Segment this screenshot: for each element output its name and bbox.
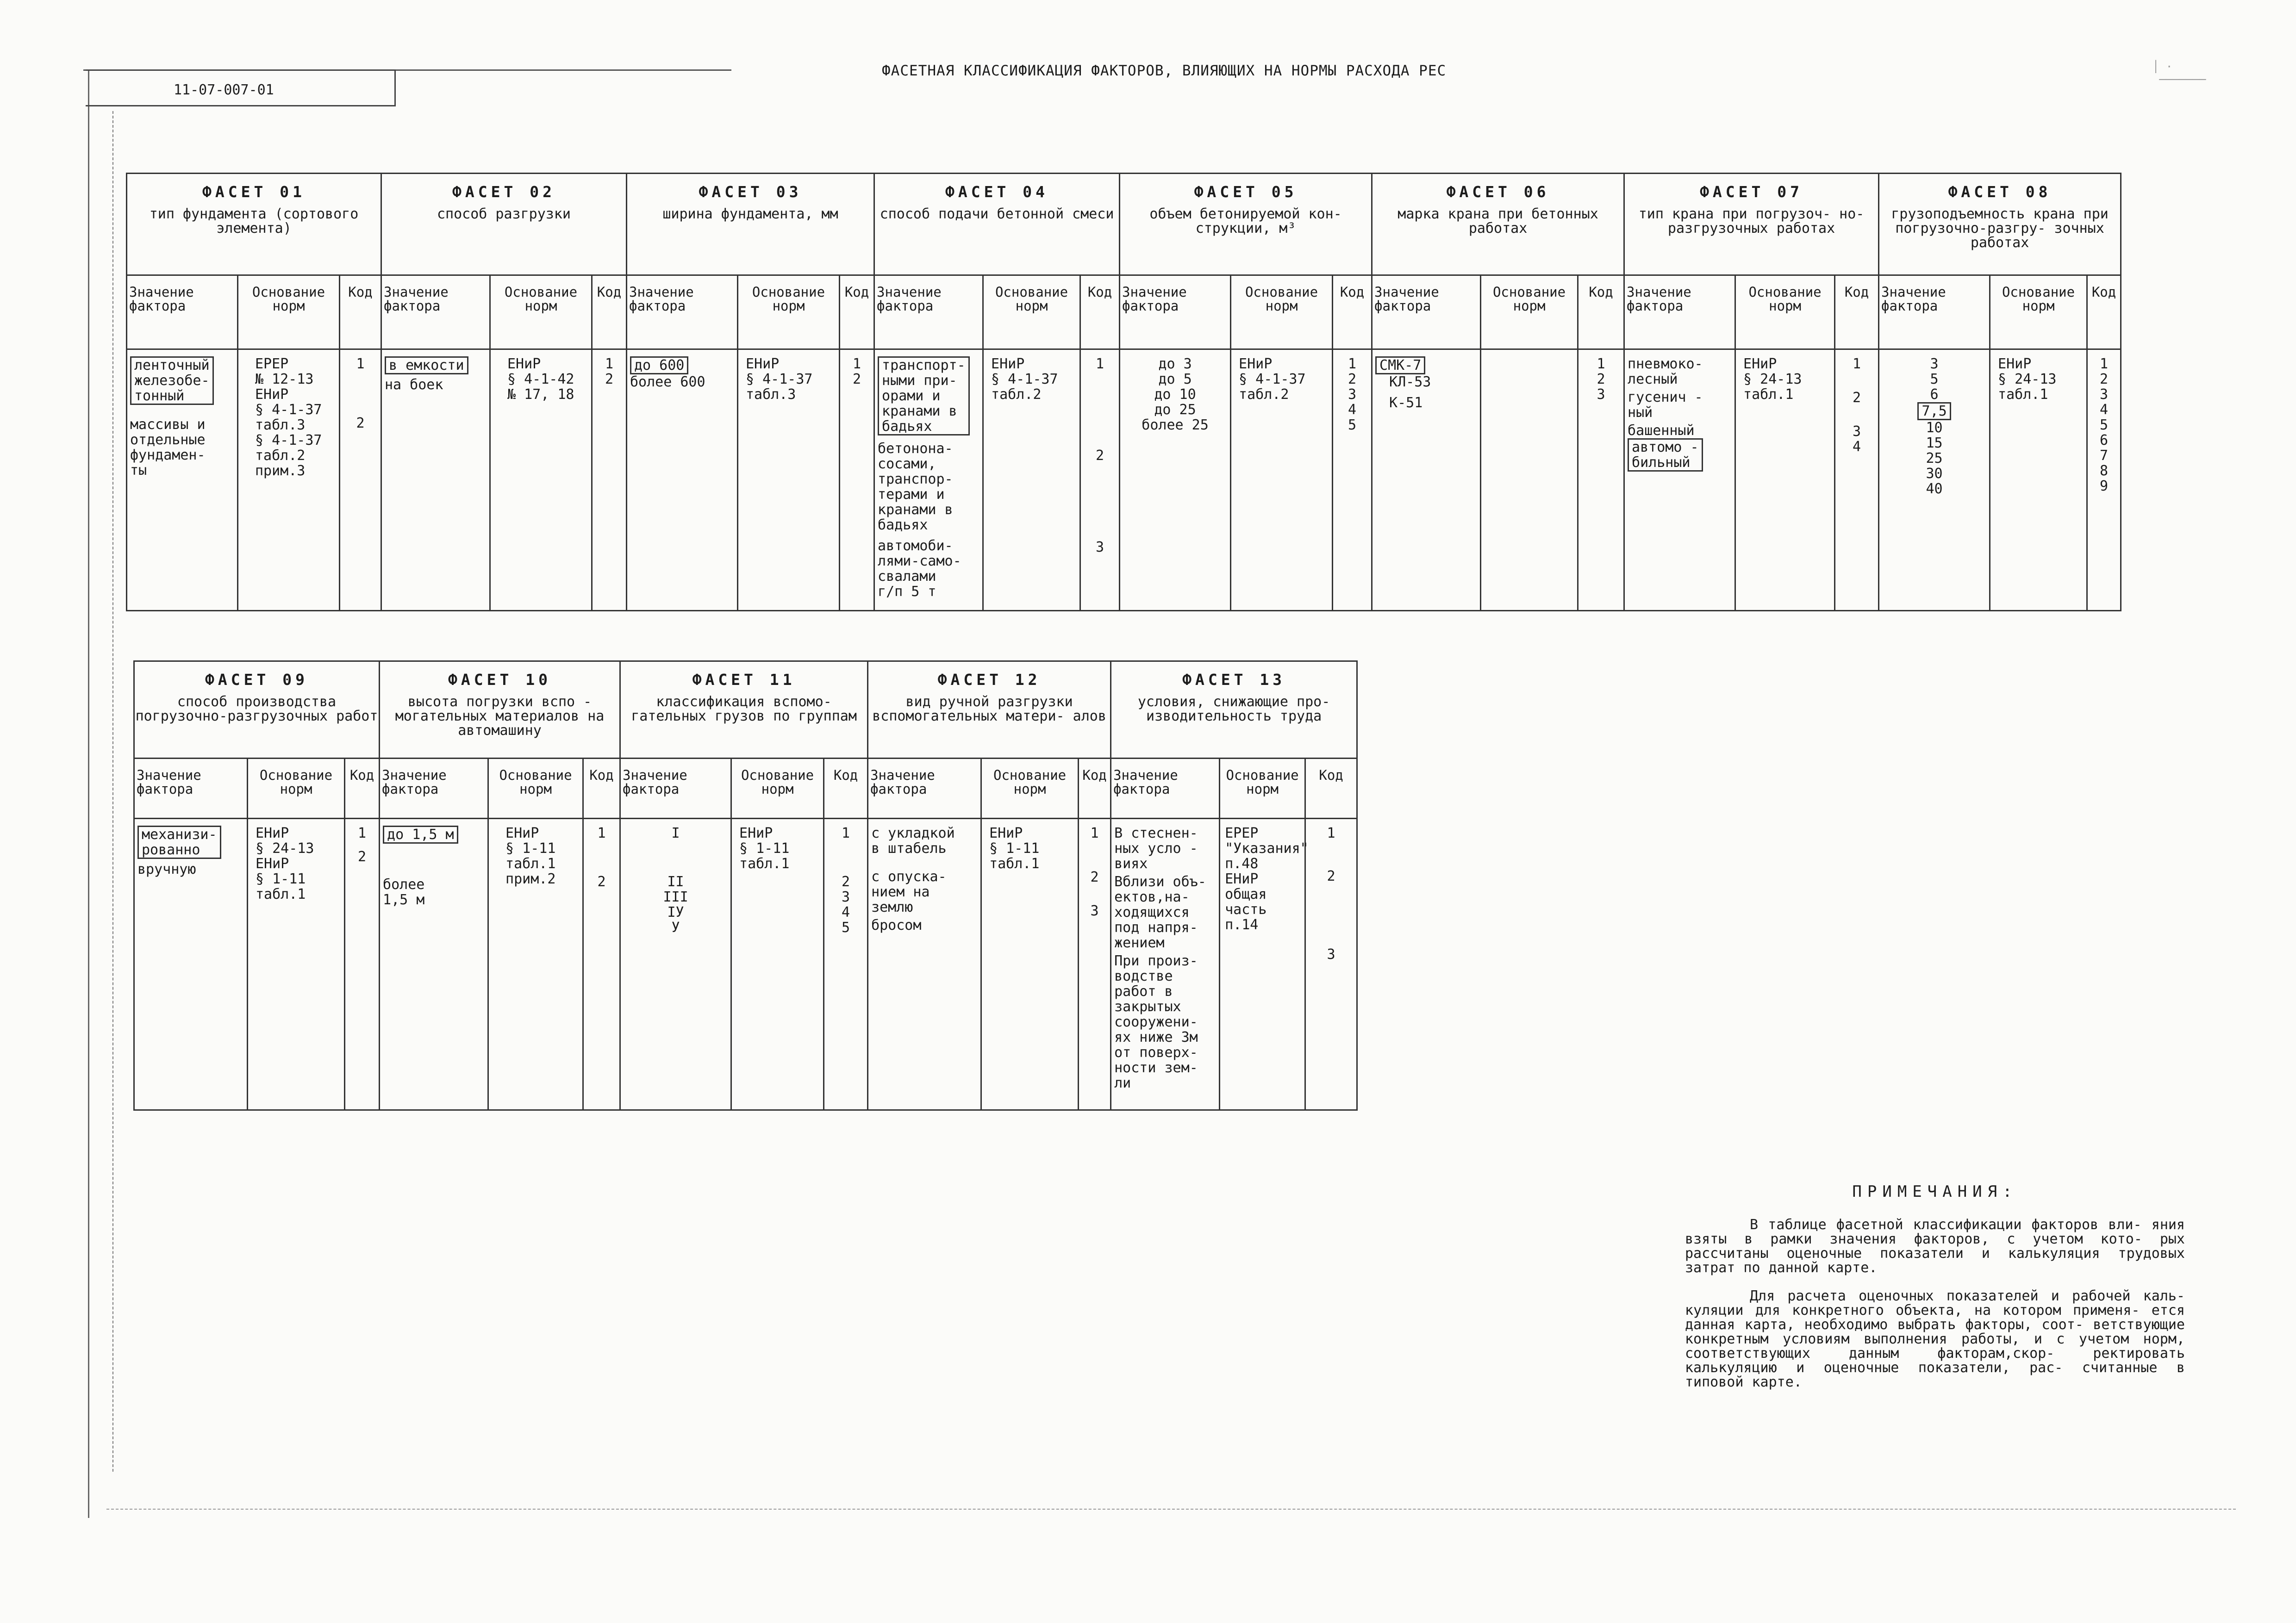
col-header-value: Значение фактора — [380, 759, 488, 819]
col-header-value: Значение фактора — [127, 275, 238, 349]
col-header-code: Код — [345, 759, 380, 819]
facet-12-codes — [1079, 819, 1111, 1110]
facet-08-value-2: 5 — [1930, 371, 1939, 387]
facet-07-value-2: гусенич - ный — [1628, 389, 1703, 421]
facet-11-basis: ЕНиР § 1-11 табл.1 — [731, 819, 824, 1110]
facet-07-value-1: пневмоко- лесный — [1628, 356, 1703, 387]
col-header-value: Значение фактора — [134, 759, 248, 819]
col-header-basis: Основание норм — [238, 275, 340, 349]
facet-12-value-1: с укладкой в штабель — [871, 825, 955, 857]
col-header-code: Код — [2087, 275, 2121, 349]
facet-08-code-4: 4 — [2100, 402, 2109, 418]
facet-02-value-2: на боек — [385, 377, 443, 393]
facet-05-value-2: до 5 — [1158, 371, 1192, 387]
facet-10-values — [380, 819, 488, 1110]
facet-02-header: ФАСЕТ 02 способ разгрузки — [381, 174, 627, 275]
facet-02-code-1: 1 — [605, 356, 614, 372]
facet-08-value-1: 3 — [1930, 356, 1939, 372]
facet-10-value-1: до 1,5 м — [383, 826, 485, 844]
binding-margin-line — [88, 69, 89, 1518]
facet-01-code-2: 2 — [356, 415, 365, 431]
facet-08-code-7: 7 — [2100, 448, 2109, 464]
notes-paragraph-2: Для расчета оценочных показателей и рабочей каль- куляции для конкретного объекта, на котором применя- ется данная карта, необходимо выбрать факторы, соот- ветствующие конкретным условиям выполнения работы, и с учетом норм, соответствующих данным факторам,скор- ректировать калькуляцию и оценочные показатели, рас- считанные в типовой карте. — [1685, 1288, 2185, 1390]
facet-05-code-2: 2 — [1348, 371, 1357, 387]
facet-13-code-3: 3 — [1327, 946, 1335, 963]
facet-02-basis: ЕНиР § 4-1-42 № 17, 18 — [490, 349, 592, 611]
facet-05-basis: ЕНиР § 4-1-37 табл.2 — [1231, 349, 1333, 611]
facet-12-code-1: 1 — [1090, 825, 1099, 841]
col-header-value: Значение фактора — [627, 275, 738, 349]
facet-11-codes — [824, 819, 868, 1110]
facet-11-code-2: 2 — [842, 874, 850, 890]
facet-08-basis: ЕНиР § 24-13 табл.1 — [1990, 349, 2087, 611]
col-header-value: Значение фактора — [381, 275, 490, 349]
col-header-basis: Основание норм — [1231, 275, 1333, 349]
facet-03-code-1: 1 — [852, 356, 861, 372]
subheader-row-2 — [134, 759, 1357, 819]
facet-05-codes — [1333, 349, 1372, 611]
facet-03-header: ФАСЕТ 03 ширина фундамента, мм — [627, 174, 874, 275]
facet-05-value-5: более 25 — [1142, 417, 1209, 433]
facet-11-header: ФАСЕТ 11 классификация вспомо- гательных грузов по группам — [620, 661, 868, 759]
facet-11-value-2: II — [667, 874, 684, 890]
facet-13-values — [1111, 819, 1220, 1110]
facet-13-codes — [1305, 819, 1357, 1110]
col-header-basis: Основание норм — [983, 275, 1080, 349]
facet-08-code-2: 2 — [2100, 371, 2109, 387]
col-header-basis: Основание норм — [1990, 275, 2087, 349]
facet-12-values — [868, 819, 981, 1110]
col-header-value: Значение фактора — [1879, 275, 1990, 349]
col-header-basis: Основание норм — [1220, 759, 1305, 819]
facet-06-value-1: СМК-7 — [1375, 356, 1477, 374]
col-header-value: Значение фактора — [1111, 759, 1220, 819]
col-header-basis: Основание норм — [1735, 275, 1835, 349]
facet-11-code-5: 5 — [842, 920, 850, 936]
facet-05-code-4: 4 — [1348, 402, 1357, 418]
facet-10-code-1: 1 — [597, 825, 606, 841]
facet-11-code-4: 4 — [842, 904, 850, 920]
facet-05-value-4: до 25 — [1154, 402, 1196, 418]
facet-13-code-2: 2 — [1327, 868, 1335, 884]
col-header-basis: Основание норм — [1481, 275, 1578, 349]
facet-13-code-1: 1 — [1327, 825, 1335, 841]
facet-08-value-9: 40 — [1926, 481, 1943, 497]
facet-04-value-2: бетонона- сосами, транспор- терами и кранами в бадьях — [878, 441, 953, 533]
facet-12-code-2: 2 — [1090, 869, 1099, 885]
facet-10-code-2: 2 — [597, 874, 606, 890]
facet-02-values — [381, 349, 490, 611]
facet-12-value-3: бросом — [871, 917, 922, 933]
col-header-basis: Основание норм — [981, 759, 1079, 819]
facet-01-value-2: массивы и отдельные фундамен- ты — [130, 417, 206, 479]
facet-05-values — [1120, 349, 1231, 611]
binding-margin-dashed-line — [112, 111, 113, 1472]
facet-05-value-1: до 3 — [1158, 356, 1192, 372]
facet-03-code-2: 2 — [852, 371, 861, 387]
col-header-code: Код — [592, 275, 627, 349]
frame-bottom-dashed-line — [106, 1509, 2236, 1510]
facet-09-value-1: механизи- рованно — [137, 826, 244, 859]
facet-08-code-8: 8 — [2100, 463, 2109, 479]
col-header-value: Значение фактора — [868, 759, 981, 819]
facet-04-values — [874, 349, 983, 611]
facet-06-code-1: 1 — [1597, 356, 1605, 372]
facet-13-header: ФАСЕТ 13 условия, снижающие про- изводительность труда — [1111, 661, 1357, 759]
facet-04-code-1: 1 — [1096, 356, 1104, 372]
facet-11-code-1: 1 — [842, 825, 850, 841]
col-header-code: Код — [1333, 275, 1372, 349]
facet-05-code-1: 1 — [1348, 356, 1357, 372]
facet-07-value-3: башенный — [1628, 423, 1695, 439]
col-header-code: Код — [1079, 759, 1111, 819]
col-header-code: Код — [1080, 275, 1120, 349]
facet-04-basis: ЕНиР § 4-1-37 табл.2 — [983, 349, 1080, 611]
facet-03-codes — [840, 349, 874, 611]
col-header-code: Код — [340, 275, 381, 349]
col-header-code: Код — [1305, 759, 1357, 819]
facet-05-code-3: 3 — [1348, 386, 1357, 403]
facet-08-codes — [2087, 349, 2121, 611]
facet-04-value-3: автомоби- лями-само- свалами г/п 5 т — [878, 538, 961, 600]
facet-09-codes — [345, 819, 380, 1110]
facet-07-code-3: 3 — [1853, 423, 1861, 440]
facet-07-basis: ЕНиР § 24-13 табл.1 — [1735, 349, 1835, 611]
facet-05-code-5: 5 — [1348, 417, 1357, 433]
notes-section — [1685, 1182, 2185, 1403]
facet-09-code-1: 1 — [357, 825, 367, 841]
col-header-code: Код — [583, 759, 620, 819]
col-header-value: Значение фактора — [1120, 275, 1231, 349]
facet-08-value-7: 25 — [1926, 450, 1943, 466]
facet-11-values — [620, 819, 731, 1110]
facet-02-value-1: в емкости — [385, 356, 487, 374]
facet-12-value-2: с опуска- нием на землю — [871, 869, 947, 915]
facet-07-code-4: 4 — [1853, 439, 1861, 455]
facet-08-value-3: 6 — [1930, 386, 1939, 403]
col-header-value: Значение фактора — [620, 759, 731, 819]
facet-03-value-2: более 600 — [630, 374, 705, 390]
facet-13-value-2: Вблизи объ- ектов,на- ходящихся под напря- жением — [1114, 874, 1206, 951]
facet-10-header: ФАСЕТ 10 высота погрузки вспо - могательных материалов на автомашину — [380, 661, 620, 759]
facet-07-header: ФАСЕТ 07 тип крана при погрузоч- но-разгрузочных работах — [1624, 174, 1879, 275]
facet-10-basis: ЕНиР § 1-11 табл.1 прим.2 — [488, 819, 583, 1110]
facet-01-values — [127, 349, 238, 611]
col-header-code: Код — [1835, 275, 1879, 349]
facet-02-codes — [592, 349, 627, 611]
facet-09-header: ФАСЕТ 09 способ производства погрузочно-разгрузочных работ — [134, 661, 380, 759]
facet-01-value-1: ленточный железобе- тонный — [130, 356, 234, 405]
facet-03-values — [627, 349, 738, 611]
facet-11-value-3: III — [663, 889, 688, 905]
facet-06-code-3: 3 — [1597, 386, 1605, 403]
facet-12-code-3: 3 — [1090, 903, 1099, 919]
col-header-code: Код — [824, 759, 868, 819]
facet-06-basis — [1481, 349, 1578, 611]
facet-06-codes — [1578, 349, 1624, 611]
facet-13-basis: ЕРЕР "Указания" п.48 ЕНиР общая часть п.14 — [1220, 819, 1305, 1110]
corner-smudge: │ · ─────── — [2152, 60, 2206, 86]
facet-01-header: ФАСЕТ 01 тип фундамента (сортового элемента) — [127, 174, 381, 275]
facet-values-row-2 — [134, 819, 1357, 1110]
notes-title: ПРИМЕЧАНИЯ: — [1852, 1182, 2018, 1201]
facet-08-code-9: 9 — [2100, 478, 2109, 494]
facet-values-row-1 — [127, 349, 2121, 611]
facet-03-basis: ЕНиР § 4-1-37 табл.3 — [738, 349, 840, 611]
facet-09-values — [134, 819, 248, 1110]
col-header-code: Код — [1578, 275, 1624, 349]
facet-13-value-1: В стеснен- ных усло - виях — [1114, 825, 1198, 872]
facet-07-codes — [1835, 349, 1879, 611]
col-header-value: Значение фактора — [874, 275, 983, 349]
facet-12-basis: ЕНиР § 1-11 табл.1 — [981, 819, 1079, 1110]
col-header-basis: Основание норм — [738, 275, 840, 349]
facet-06-code-2: 2 — [1597, 371, 1605, 387]
facet-08-code-1: 1 — [2100, 356, 2109, 372]
facet-04-codes — [1080, 349, 1120, 611]
facet-04-code-2: 2 — [1096, 448, 1104, 464]
facet-08-code-5: 5 — [2100, 417, 2109, 433]
facet-07-values — [1624, 349, 1735, 611]
col-header-code: Код — [840, 275, 874, 349]
facet-06-value-2: КЛ-53 — [1389, 374, 1431, 390]
facet-08-value-5: 10 — [1926, 420, 1943, 436]
col-header-value: Значение фактора — [1624, 275, 1735, 349]
facet-11-value-1: I — [671, 825, 680, 841]
page-title: ФАСЕТНАЯ КЛАССИФИКАЦИЯ ФАКТОРОВ, ВЛИЯЮЩИХ НА НОРМЫ РАСХОДА РЕС — [882, 62, 1447, 79]
facet-09-value-2: вручную — [137, 861, 196, 877]
facet-08-header: ФАСЕТ 08 грузоподъемность крана при погрузочно-разгру- зочных работах — [1879, 174, 2121, 275]
facet-12-header: ФАСЕТ 12 вид ручной разгрузки вспомогательных матери- алов — [868, 661, 1111, 759]
col-header-value: Значение фактора — [1372, 275, 1481, 349]
facet-08-value-8: 30 — [1926, 466, 1943, 482]
facet-02-code-2: 2 — [605, 371, 614, 387]
facet-11-value-5: У — [671, 920, 680, 936]
col-header-basis: Основание норм — [490, 275, 592, 349]
facet-06-value-3: К-51 — [1389, 395, 1423, 411]
facet-01-basis: ЕРЕР № 12-13 ЕНиР § 4-1-37 табл.3 § 4-1-37 табл.2 прим.3 — [238, 349, 340, 611]
facet-07-code-2: 2 — [1853, 390, 1861, 406]
col-header-basis: Основание норм — [731, 759, 824, 819]
col-header-basis: Основание норм — [488, 759, 583, 819]
facet-05-value-3: до 10 — [1154, 386, 1196, 403]
facet-04-value-1: транспорт- ными при- орами и кранами в бадьях — [878, 356, 980, 435]
facet-07-code-1: 1 — [1853, 356, 1861, 372]
facet-10-codes — [583, 819, 620, 1110]
document-code-stamp: 11-07-007-01 — [86, 69, 396, 106]
facet-08-values — [1879, 349, 1990, 611]
col-header-basis: Основание норм — [248, 759, 345, 819]
notes-paragraph-1: В таблице фасетной классификации факторов вли- яния взяты в рамки значения факторов, с учетом кото- рых рассчитаны оценочные показатели и калькуляция трудовых затрат по данной карте. — [1685, 1217, 2185, 1276]
facet-table-1 — [126, 173, 2121, 611]
facet-07-value-4: автомо - бильный — [1628, 438, 1732, 472]
facet-10-value-2: более 1,5 м — [383, 877, 425, 908]
subheader-row-1 — [127, 275, 2121, 349]
facet-01-codes — [340, 349, 381, 611]
facet-05-header: ФАСЕТ 05 объем бетонируемой кон- струкции, м³ — [1120, 174, 1372, 275]
facet-08-code-3: 3 — [2100, 386, 2109, 403]
facet-13-value-3: При произ- водстве работ в закрытых сооружени- ях ниже 3м от поверх- ности зем- ли — [1114, 953, 1198, 1091]
facet-table-2 — [133, 660, 1358, 1111]
facet-08-code-6: 6 — [2100, 432, 2109, 448]
facet-04-code-3: 3 — [1096, 539, 1104, 555]
facet-06-header: ФАСЕТ 06 марка крана при бетонных работах — [1372, 174, 1624, 275]
facet-08-value-6: 15 — [1926, 435, 1943, 451]
facet-11-code-3: 3 — [842, 889, 850, 905]
facet-01-code-1: 1 — [356, 356, 365, 372]
facet-04-header: ФАСЕТ 04 способ подачи бетонной смеси — [874, 174, 1120, 275]
facet-06-values — [1372, 349, 1481, 611]
facet-09-code-2: 2 — [357, 849, 367, 865]
facet-03-value-1: до 600 — [630, 356, 734, 374]
facet-08-value-4: 7,5 — [1882, 402, 1986, 420]
facet-09-basis: ЕНиР § 24-13 ЕНиР § 1-11 табл.1 — [248, 819, 345, 1110]
facet-11-value-4: IУ — [667, 904, 684, 920]
